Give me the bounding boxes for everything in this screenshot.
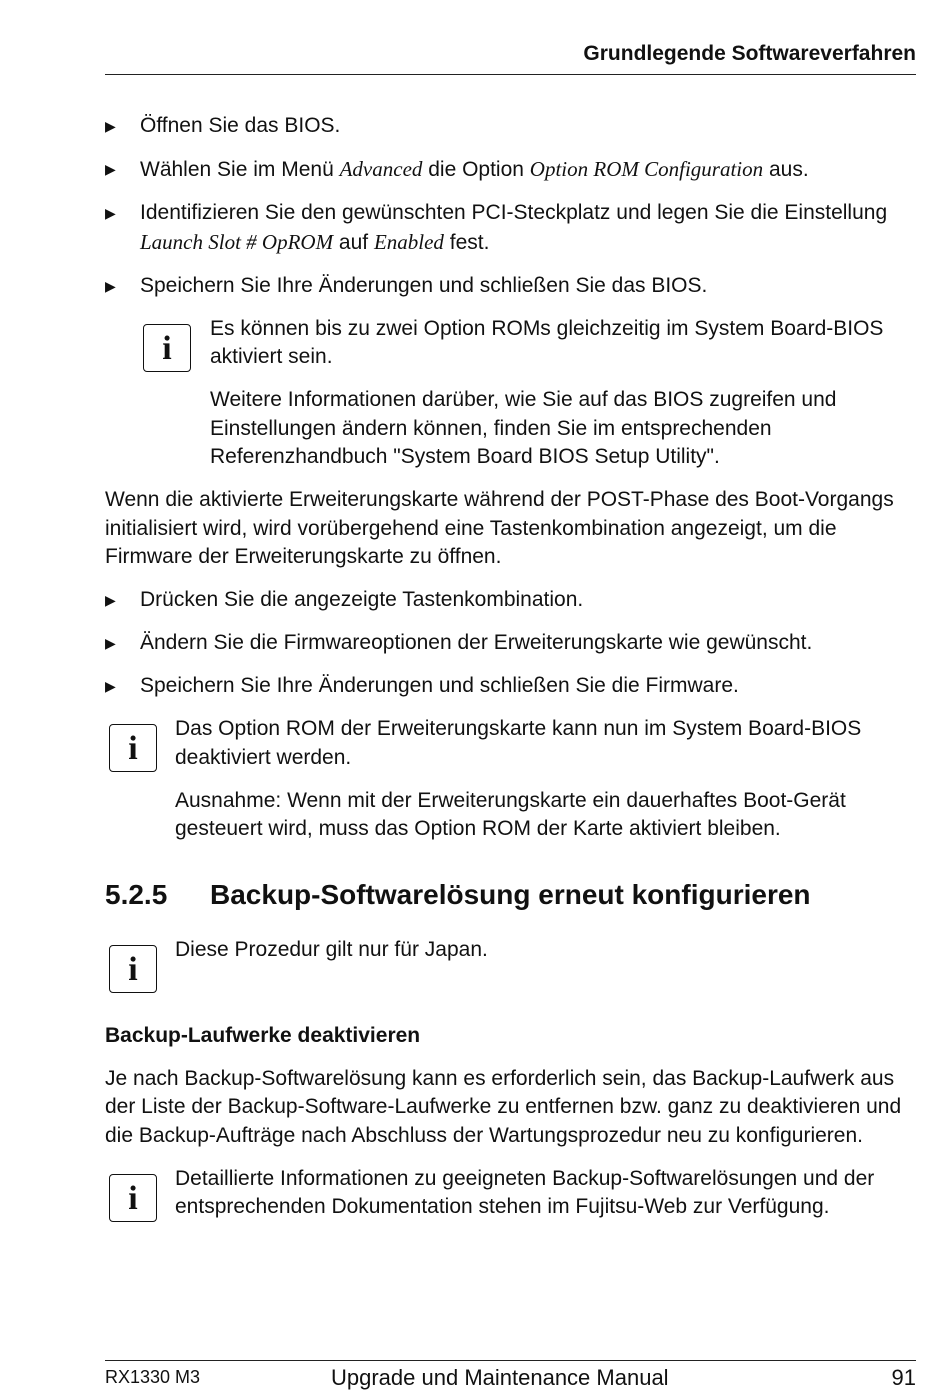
step-text: fest. <box>443 230 490 254</box>
page-number: 91 <box>891 1365 916 1390</box>
body-paragraph: Je nach Backup-Softwarelösung kann es erforderlich sein, das Backup-Laufwerk aus der Liste der Backup-Software-Laufwerke zu entfernen bzw. ganz zu deaktivieren und die Backup-Aufträge nach Abschluss der Wartungsprozedur neu zu konfigurieren. <box>105 1066 902 1147</box>
step-text: Wählen Sie im Menü <box>140 158 340 181</box>
step-text: Öffnen Sie das BIOS. <box>140 114 341 137</box>
info-note <box>105 1165 916 1222</box>
info-icon: i <box>109 1174 157 1222</box>
info-note <box>105 715 916 844</box>
info-icon: i <box>143 324 191 372</box>
info-text: Weitere Informationen darüber, wie Sie auf das BIOS zugreifen und Einstellungen ändern können, finden Sie im entsprechenden Referenzhandbuch "System Board BIOS Setup Utility". <box>210 388 837 468</box>
triangle-right-icon: ▶ <box>105 635 116 651</box>
menu-name: Advanced <box>339 157 423 181</box>
main-content <box>105 112 916 1236</box>
step-item <box>105 199 916 257</box>
step-text: Drücken Sie die angezeigte Tastenkombination. <box>140 588 584 611</box>
step-text: die Option <box>422 158 530 181</box>
setting-value: Enabled <box>373 229 444 254</box>
step-item <box>105 672 916 701</box>
step-text: aus. <box>763 158 809 181</box>
step-text: Speichern Sie Ihre Änderungen und schließen Sie die Firmware. <box>140 674 739 697</box>
info-note <box>105 936 916 988</box>
setting-name: Launch Slot # OpROM <box>140 229 334 254</box>
triangle-right-icon: ▶ <box>105 277 116 294</box>
step-text: Speichern Sie Ihre Änderungen und schließen Sie das BIOS. <box>140 273 708 297</box>
page-header-title: Grundlegende Softwareverfahren <box>583 42 916 65</box>
info-text: Ausnahme: Wenn mit der Erweiterungskarte ein dauerhaftes Boot-Gerät gesteuert wird, muss das Option ROM der Karte aktiviert bleiben. <box>175 788 846 840</box>
info-text: Es können bis zu zwei Option ROMs gleichzeitig im System Board-BIOS aktiviert sein. <box>210 316 884 368</box>
info-icon: i <box>109 945 157 993</box>
option-name: Option ROM Configuration <box>529 157 764 181</box>
step-item <box>105 272 916 301</box>
sub-heading: Backup-Laufwerke deaktivieren <box>105 1023 421 1047</box>
info-note <box>105 315 916 472</box>
info-text: Detaillierte Informationen zu geeigneten Backup-Softwarelösungen und der entsprechenden Dokumentation stehen im Fujitsu-Web zur Verfügung. <box>175 1166 875 1218</box>
step-item <box>105 629 916 658</box>
step-text: Ändern Sie die Firmwareoptionen der Erweiterungskarte wie gewünscht. <box>140 631 813 654</box>
triangle-right-icon: ▶ <box>105 118 116 134</box>
step-text: auf <box>333 230 374 254</box>
footer-manual-title: Upgrade und Maintenance Manual <box>331 1365 669 1390</box>
section-title: Backup-Softwarelösung erneut konfigurieren <box>210 878 811 910</box>
step-text: Identifizieren Sie den gewünschten PCI-Steckplatz und legen Sie die Einstellung <box>140 201 888 224</box>
triangle-right-icon: ▶ <box>105 205 116 221</box>
page-footer <box>105 1360 916 1393</box>
triangle-right-icon: ▶ <box>105 161 116 177</box>
triangle-right-icon: ▶ <box>105 678 116 694</box>
section-number: 5.2.5 <box>105 878 168 910</box>
page-header <box>105 40 916 75</box>
step-item <box>105 586 916 615</box>
footer-model: RX1330 M3 <box>105 1367 201 1387</box>
body-paragraph: Wenn die aktivierte Erweiterungskarte während der POST-Phase des Boot-Vorgangs initialisiert wird, wird vorübergehend eine Tastenkombination angezeigt, um die Firmware der Erweiterungskarte zu öffnen. <box>105 488 894 568</box>
step-item <box>105 155 916 185</box>
info-text: Diese Prozedur gilt nur für Japan. <box>175 937 488 961</box>
info-icon: i <box>109 724 157 772</box>
step-item <box>105 112 916 141</box>
info-text: Das Option ROM der Erweiterungskarte kann nun im System Board-BIOS deaktiviert werden. <box>175 717 862 769</box>
triangle-right-icon: ▶ <box>105 592 116 608</box>
section-heading <box>105 878 916 912</box>
